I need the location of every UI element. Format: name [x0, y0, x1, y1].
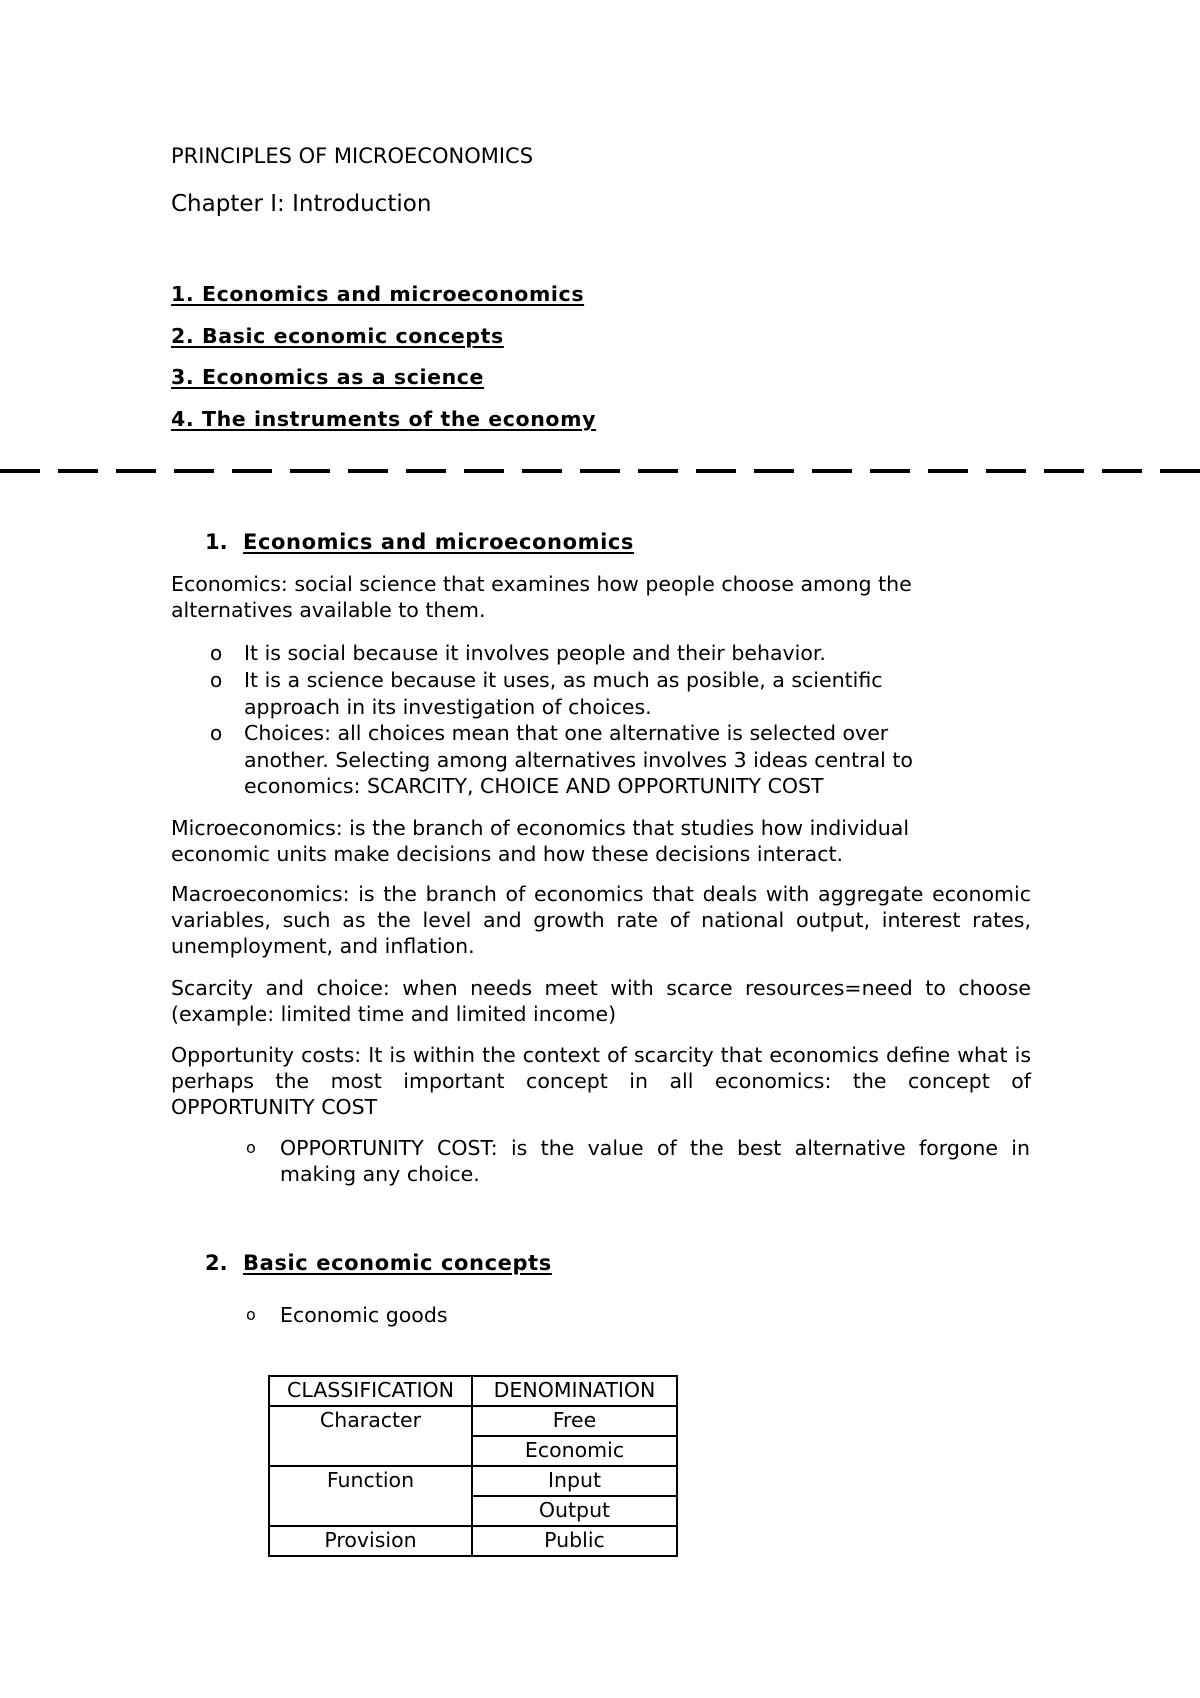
section-1-number: 1. [205, 530, 228, 554]
table-row [269, 1526, 677, 1556]
table-row [269, 1406, 677, 1436]
table-cell: Economic [472, 1436, 677, 1466]
table-header-row [269, 1376, 677, 1406]
table-cell: Public [472, 1526, 677, 1556]
table-cell: Character [269, 1406, 472, 1466]
bullet-marker: o [246, 1138, 256, 1157]
table-row [269, 1466, 677, 1496]
section-2-number: 2. [205, 1251, 228, 1275]
toc-item-3: 3. Economics as a science [171, 365, 485, 389]
document-title: PRINCIPLES OF MICROECONOMICS [171, 144, 534, 168]
bullet-marker: o [210, 641, 223, 665]
section-2-heading: Basic economic concepts [243, 1251, 552, 1275]
table-cell: Function [269, 1466, 472, 1526]
opportunity-cost-definition: OPPORTUNITY COST: is the value of the best alternative forgone in making any choice. [280, 1136, 1030, 1187]
dashed-divider [0, 466, 1200, 476]
table-cell: Free [472, 1406, 677, 1436]
bullet-science: It is a science because it uses, as much as posible, a scientific approach in its investigation of choices. [244, 668, 883, 719]
table-cell: Input [472, 1466, 677, 1496]
scarcity-choice: Scarcity and choice: when needs meet with scarce resources=need to choose (example: limited time and limited income) [171, 976, 1031, 1027]
section-1-heading: Economics and microeconomics [243, 530, 635, 554]
economics-definition: Economics: social science that examines how people choose among the alternatives available to them. [171, 572, 912, 623]
economic-goods-bullet: Economic goods [280, 1303, 448, 1327]
bullet-marker: o [210, 721, 223, 745]
bullet-choices: Choices: all choices mean that one alternative is selected over another. Selecting among alternatives involves 3 ideas central to economics: SCARCITY, CHOICE AND OPPORTUNITY COST [244, 721, 913, 799]
table-cell: Output [472, 1496, 677, 1526]
bullet-social: It is social because it involves people and their behavior. [244, 641, 826, 665]
macroeconomics-definition: Macroeconomics: is the branch of economics that deals with aggregate economic variables, such as the level and growth rate of national output, interest rates, unemployment, and inflation. [171, 882, 1031, 959]
toc-item-4: 4. The instruments of the economy [171, 407, 597, 431]
table-header: DENOMINATION [472, 1376, 677, 1406]
bullet-marker: o [246, 1305, 256, 1324]
toc-item-2: 2. Basic economic concepts [171, 324, 504, 348]
economic-goods-table [268, 1375, 678, 1557]
chapter-title: Chapter I: Introduction [171, 191, 432, 217]
opportunity-costs: Opportunity costs: It is within the context of scarcity that economics define what is perhaps the most important concept in all economics: the concept of OPPORTUNITY COST [171, 1043, 1031, 1120]
table-cell: Provision [269, 1526, 472, 1556]
microeconomics-definition: Microeconomics: is the branch of economics that studies how individual economic units make decisions and how these decisions interact. [171, 816, 910, 867]
toc-item-1: 1. Economics and microeconomics [171, 282, 585, 306]
bullet-marker: o [210, 668, 223, 692]
table-header: CLASSIFICATION [269, 1376, 472, 1406]
